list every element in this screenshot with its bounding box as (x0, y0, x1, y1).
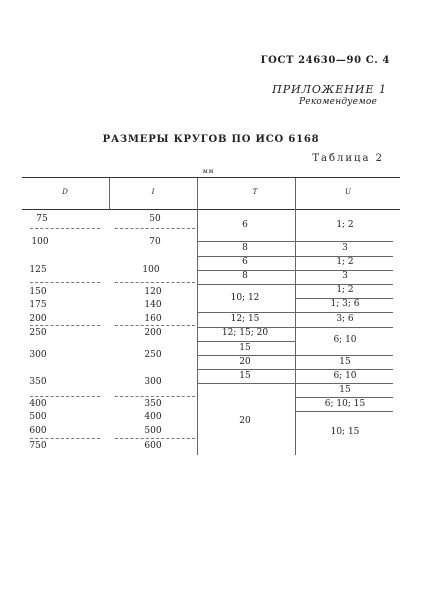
cell-t: 20 (239, 357, 251, 367)
column-header-u: U (345, 188, 351, 196)
cell-t: 6 (242, 220, 248, 230)
cell-i: 50 (149, 214, 161, 224)
cell-t: 12; 15 (230, 314, 260, 324)
row-rule (295, 411, 393, 412)
cell-u: 3 (342, 243, 348, 253)
cell-u: 6; 10 (333, 371, 357, 381)
cell-t: 15 (239, 371, 251, 381)
row-rule (197, 369, 295, 370)
cell-i: 500 (144, 426, 162, 436)
row-rule (115, 228, 195, 229)
cell-d: 150 (29, 287, 47, 297)
appendix-label: ПРИЛОЖЕНИЕ 1 (272, 83, 387, 96)
row-rule (30, 325, 100, 326)
cell-d: 75 (36, 214, 48, 224)
table-top-rule (22, 177, 400, 178)
cell-i: 140 (144, 300, 162, 310)
cell-i: 600 (144, 441, 162, 451)
row-rule (115, 325, 195, 326)
column-header-i: I (151, 188, 155, 196)
row-rule (197, 383, 295, 384)
cell-t: 8 (242, 271, 248, 281)
column-header-t: T (252, 188, 258, 196)
cell-u: 6; 10; 15 (324, 399, 366, 409)
cell-t: 10; 12 (230, 293, 260, 303)
column-divider (295, 178, 296, 455)
cell-d: 125 (29, 265, 47, 275)
cell-d: 600 (29, 426, 47, 436)
cell-u: 3 (342, 271, 348, 281)
cell-u: 3; 6 (336, 314, 354, 324)
cell-u: 15 (339, 385, 351, 395)
row-rule (115, 282, 195, 283)
cell-i: 70 (149, 237, 161, 247)
row-rule (295, 383, 393, 384)
cell-d: 400 (29, 399, 47, 409)
cell-i: 350 (144, 399, 162, 409)
cell-i: 100 (142, 265, 160, 275)
row-rule (295, 397, 393, 398)
cell-u: 1; 2 (336, 220, 354, 230)
cell-u: 1; 2 (336, 257, 354, 267)
standard-header: ГОСТ 24630—90 С. 4 (260, 55, 390, 66)
cell-d: 250 (29, 328, 47, 338)
cell-t: 12; 15; 20 (221, 328, 269, 338)
cell-d: 500 (29, 412, 47, 422)
row-rule (197, 284, 295, 285)
cell-u: 1; 2 (336, 285, 354, 295)
section-title: РАЗМЕРЫ КРУГОВ ПО ИСО 6168 (102, 134, 320, 145)
row-rule (30, 396, 100, 397)
cell-d: 175 (29, 300, 47, 310)
row-rule (197, 312, 295, 313)
cell-d: 200 (29, 314, 47, 324)
table-label: Таблица 2 (312, 153, 384, 164)
cell-i: 250 (144, 350, 162, 360)
row-rule (295, 355, 393, 356)
cell-i: 120 (144, 287, 162, 297)
row-rule (197, 341, 295, 342)
cell-t: 6 (242, 257, 248, 267)
row-rule (30, 228, 100, 229)
column-divider (197, 210, 198, 455)
cell-i: 300 (144, 377, 162, 387)
row-rule (295, 312, 393, 313)
row-rule (115, 396, 195, 397)
cell-t: 15 (239, 343, 251, 353)
row-rule (30, 282, 100, 283)
column-header-d: D (62, 188, 68, 196)
cell-i: 400 (144, 412, 162, 422)
cell-d: 300 (29, 350, 47, 360)
table-header-rule (22, 209, 400, 210)
row-rule (115, 438, 195, 439)
row-rule (295, 369, 393, 370)
cell-t: 20 (239, 416, 251, 426)
cell-u: 1; 3; 6 (330, 299, 360, 309)
cell-d: 100 (31, 237, 49, 247)
cell-u: 10; 15 (330, 427, 360, 437)
cell-i: 160 (144, 314, 162, 324)
cell-d: 750 (29, 441, 47, 451)
row-rule (30, 438, 100, 439)
row-rule (197, 241, 295, 242)
unit-label: мм (203, 168, 215, 175)
row-rule (295, 327, 393, 328)
cell-u: 6; 10 (333, 335, 357, 345)
cell-t: 8 (242, 243, 248, 253)
cell-i: 200 (144, 328, 162, 338)
row-rule (197, 355, 295, 356)
cell-u: 15 (339, 357, 351, 367)
column-divider (109, 178, 110, 210)
recommended-label: Рекомендуемое (299, 97, 377, 107)
row-rule (295, 241, 393, 242)
column-divider (197, 178, 198, 210)
cell-d: 350 (29, 377, 47, 387)
